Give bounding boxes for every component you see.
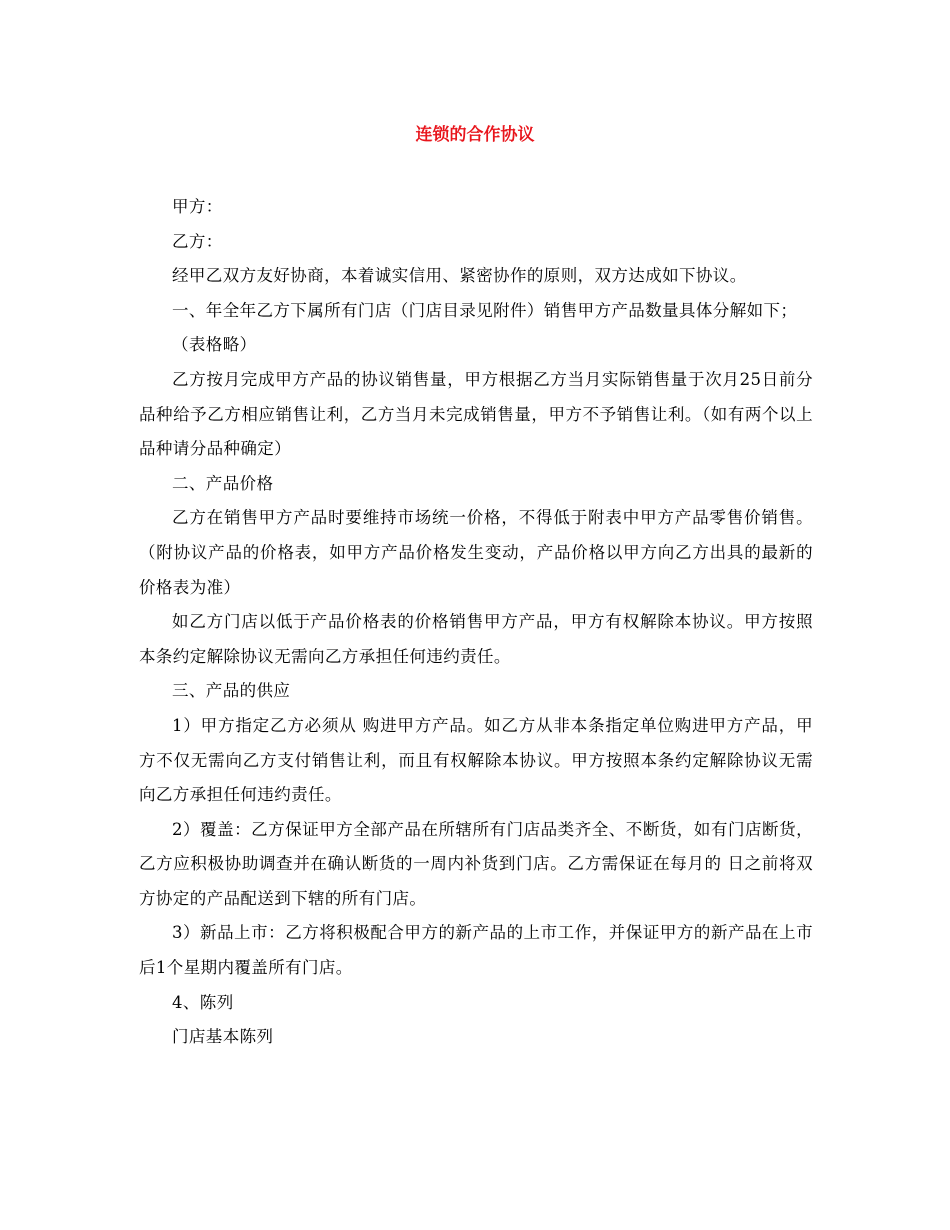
store-display-line: 门店基本陈列 bbox=[172, 1027, 274, 1047]
party-b-line: 乙方： bbox=[172, 231, 223, 251]
section-4-heading: 4、陈列 bbox=[172, 992, 234, 1012]
supply-clause-3: 3）新品上市：乙方将积极配合甲方的新产品的上市工作，并保证甲方的新产品在上市后1个星期内覆盖所有门店。 bbox=[139, 923, 813, 978]
section-2-heading: 二、产品价格 bbox=[172, 473, 274, 493]
party-a-line: 甲方： bbox=[172, 197, 223, 216]
price-violation-paragraph: 如乙方门店以低于产品价格表的价格销售甲方产品，甲方有权解除本协议。甲方按照本条约定解除协议无需向乙方承担任何违约责任。 bbox=[139, 612, 813, 666]
price-paragraph: 乙方在销售甲方产品时要维持市场统一价格，不得低于附表中甲方产品零售价销售。（附协议产品的价格表，如甲方产品价格发生变动，产品价格以甲方向乙方出具的最新的价格表为准） bbox=[139, 508, 813, 597]
document-title: 连锁的合作协议 bbox=[415, 125, 535, 145]
supply-clause-1: 1）甲方指定乙方必须从 购进甲方产品。如乙方从非本条指定单位购进甲方产品，甲方不仅无需向乙方支付销售让利，而且有权解除本协议。甲方按照本条约定解除协议无需向乙方承担任何违约责任。 bbox=[139, 715, 813, 805]
section-1-heading: 一、年全年乙方下属所有门店（门店目录见附件）销售甲方产品数量具体分解如下； bbox=[172, 300, 798, 320]
table-omitted-note: （表格略） bbox=[172, 335, 257, 355]
section-3-heading: 三、产品的供应 bbox=[172, 681, 291, 701]
supply-clause-2: 2）覆盖：乙方保证甲方全部产品在所辖所有门店品类齐全、不断货，如有门店断货，乙方应积极协助调查并在确认断货的一周内补货到门店。乙方需保证在每月的 日之前将双方协定的产品配送到下辖的所有门店。 bbox=[139, 819, 813, 908]
intro-paragraph: 经甲乙双方友好协商，本着诚实信用、紧密协作的原则，双方达成如下协议。 bbox=[172, 266, 747, 286]
document-body bbox=[139, 190, 813, 1055]
sales-rebate-paragraph: 乙方按月完成甲方产品的协议销售量，甲方根据乙方当月实际销售量于次月25日前分品种给予乙方相应销售让利，乙方当月未完成销售量，甲方不予销售让利。（如有两个以上品种请分品种确定） bbox=[139, 369, 813, 459]
